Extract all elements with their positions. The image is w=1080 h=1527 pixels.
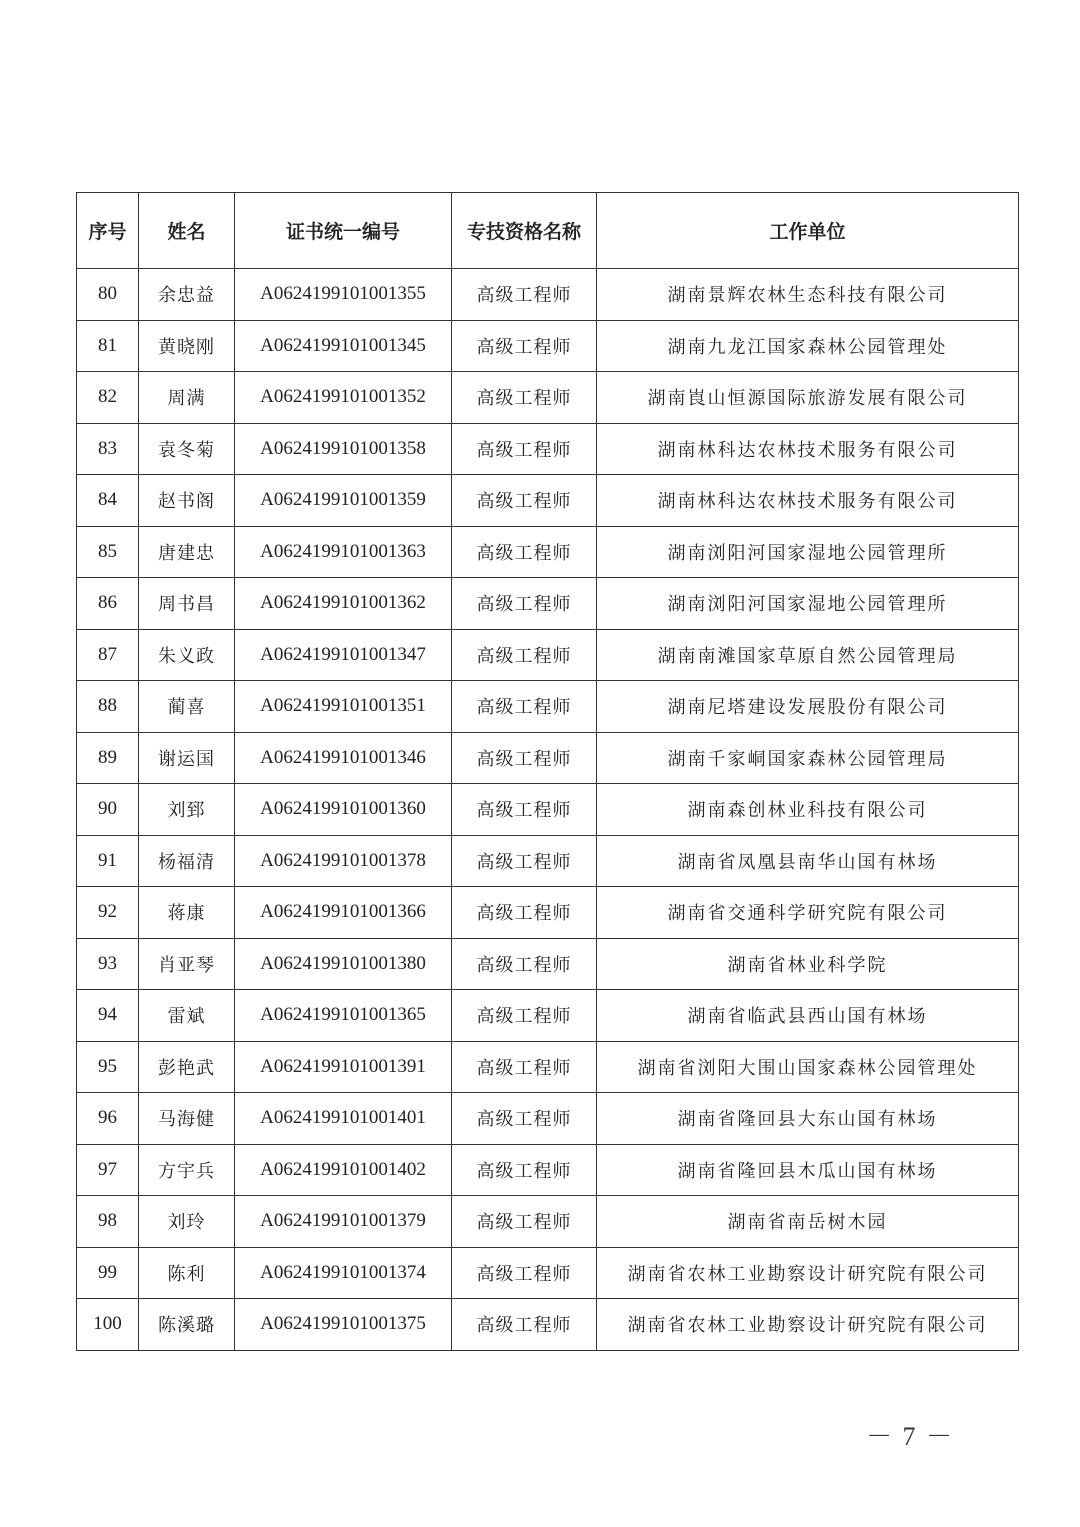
cell-qualification: 高级工程师 — [452, 938, 597, 990]
cell-serial: 91 — [77, 835, 139, 887]
cell-name: 杨福清 — [139, 835, 235, 887]
cell-qualification: 高级工程师 — [452, 681, 597, 733]
cell-certificate-number: A0624199101001375 — [235, 1299, 452, 1351]
cell-work-unit: 湖南省临武县西山国有林场 — [597, 990, 1019, 1042]
cell-serial: 82 — [77, 372, 139, 424]
table-row — [77, 1144, 1019, 1196]
cell-name: 周书昌 — [139, 578, 235, 630]
cell-name: 刘郅 — [139, 784, 235, 836]
cell-qualification: 高级工程师 — [452, 1299, 597, 1351]
cell-work-unit: 湖南省隆回县木瓜山国有林场 — [597, 1144, 1019, 1196]
cell-qualification: 高级工程师 — [452, 578, 597, 630]
table-row — [77, 269, 1019, 321]
cell-certificate-number: A0624199101001352 — [235, 372, 452, 424]
table-row — [77, 526, 1019, 578]
cell-qualification: 高级工程师 — [452, 526, 597, 578]
cell-name: 雷斌 — [139, 990, 235, 1042]
table-row — [77, 475, 1019, 527]
cell-work-unit: 湖南千家峒国家森林公园管理局 — [597, 732, 1019, 784]
cell-serial: 97 — [77, 1144, 139, 1196]
cell-name: 谢运国 — [139, 732, 235, 784]
cell-serial: 94 — [77, 990, 139, 1042]
cell-serial: 87 — [77, 629, 139, 681]
cell-serial: 85 — [77, 526, 139, 578]
cell-name: 方宇兵 — [139, 1144, 235, 1196]
cell-serial: 96 — [77, 1093, 139, 1145]
cell-serial: 90 — [77, 784, 139, 836]
cell-work-unit: 湖南省农林工业勘察设计研究院有限公司 — [597, 1299, 1019, 1351]
cell-certificate-number: A0624199101001401 — [235, 1093, 452, 1145]
cell-work-unit: 湖南省林业科学院 — [597, 938, 1019, 990]
cell-work-unit: 湖南崀山恒源国际旅游发展有限公司 — [597, 372, 1019, 424]
cell-certificate-number: A0624199101001365 — [235, 990, 452, 1042]
cell-qualification: 高级工程师 — [452, 784, 597, 836]
table-row — [77, 938, 1019, 990]
table-row — [77, 990, 1019, 1042]
cell-certificate-number: A0624199101001351 — [235, 681, 452, 733]
table-row — [77, 835, 1019, 887]
cell-name: 彭艳武 — [139, 1041, 235, 1093]
cell-serial: 86 — [77, 578, 139, 630]
cell-certificate-number: A0624199101001345 — [235, 320, 452, 372]
header-certificate-number: 证书统一编号 — [235, 193, 452, 269]
cell-name: 蒋康 — [139, 887, 235, 939]
cell-serial: 84 — [77, 475, 139, 527]
cell-name: 陈利 — [139, 1247, 235, 1299]
header-name: 姓名 — [139, 193, 235, 269]
cell-work-unit: 湖南省凤凰县南华山国有林场 — [597, 835, 1019, 887]
cell-serial: 88 — [77, 681, 139, 733]
cell-work-unit: 湖南南滩国家草原自然公园管理局 — [597, 629, 1019, 681]
table-row — [77, 1247, 1019, 1299]
cell-certificate-number: A0624199101001366 — [235, 887, 452, 939]
cell-qualification: 高级工程师 — [452, 1247, 597, 1299]
cell-qualification: 高级工程师 — [452, 732, 597, 784]
cell-work-unit: 湖南林科达农林技术服务有限公司 — [597, 475, 1019, 527]
cell-name: 黄晓刚 — [139, 320, 235, 372]
table-row — [77, 578, 1019, 630]
cell-work-unit: 湖南省农林工业勘察设计研究院有限公司 — [597, 1247, 1019, 1299]
cell-qualification: 高级工程师 — [452, 887, 597, 939]
cell-serial: 99 — [77, 1247, 139, 1299]
cell-name: 刘玲 — [139, 1196, 235, 1248]
cell-name: 蔺喜 — [139, 681, 235, 733]
table-row — [77, 629, 1019, 681]
cell-work-unit: 湖南省浏阳大围山国家森林公园管理处 — [597, 1041, 1019, 1093]
header-qualification: 专技资格名称 — [452, 193, 597, 269]
cell-work-unit: 湖南森创林业科技有限公司 — [597, 784, 1019, 836]
cell-certificate-number: A0624199101001363 — [235, 526, 452, 578]
cell-work-unit: 湖南浏阳河国家湿地公园管理所 — [597, 578, 1019, 630]
table-row — [77, 1299, 1019, 1351]
cell-certificate-number: A0624199101001362 — [235, 578, 452, 630]
cell-certificate-number: A0624199101001380 — [235, 938, 452, 990]
cell-qualification: 高级工程师 — [452, 629, 597, 681]
table-row — [77, 372, 1019, 424]
table-row — [77, 1196, 1019, 1248]
cell-work-unit: 湖南省隆回县大东山国有林场 — [597, 1093, 1019, 1145]
cell-qualification: 高级工程师 — [452, 1093, 597, 1145]
header-work-unit: 工作单位 — [597, 193, 1019, 269]
cell-name: 袁冬菊 — [139, 423, 235, 475]
cell-certificate-number: A0624199101001374 — [235, 1247, 452, 1299]
table-row — [77, 887, 1019, 939]
cell-qualification: 高级工程师 — [452, 990, 597, 1042]
cell-serial: 92 — [77, 887, 139, 939]
cell-serial: 93 — [77, 938, 139, 990]
cell-qualification: 高级工程师 — [452, 1144, 597, 1196]
table-row — [77, 423, 1019, 475]
cell-work-unit: 湖南省南岳树木园 — [597, 1196, 1019, 1248]
cell-serial: 98 — [77, 1196, 139, 1248]
cell-certificate-number: A0624199101001379 — [235, 1196, 452, 1248]
cell-serial: 95 — [77, 1041, 139, 1093]
cell-serial: 81 — [77, 320, 139, 372]
cell-certificate-number: A0624199101001355 — [235, 269, 452, 321]
cell-name: 周满 — [139, 372, 235, 424]
cell-name: 陈溪璐 — [139, 1299, 235, 1351]
cell-certificate-number: A0624199101001378 — [235, 835, 452, 887]
table-row — [77, 1093, 1019, 1145]
table-row — [77, 732, 1019, 784]
table-row — [77, 681, 1019, 733]
cell-work-unit: 湖南景辉农林生态科技有限公司 — [597, 269, 1019, 321]
cell-qualification: 高级工程师 — [452, 320, 597, 372]
cell-serial: 89 — [77, 732, 139, 784]
cell-qualification: 高级工程师 — [452, 1196, 597, 1248]
cell-work-unit: 湖南林科达农林技术服务有限公司 — [597, 423, 1019, 475]
header-serial: 序号 — [77, 193, 139, 269]
cell-serial: 100 — [77, 1299, 139, 1351]
cell-certificate-number: A0624199101001391 — [235, 1041, 452, 1093]
cell-certificate-number: A0624199101001359 — [235, 475, 452, 527]
cell-qualification: 高级工程师 — [452, 372, 597, 424]
table-row — [77, 784, 1019, 836]
certificate-table — [76, 192, 1019, 1351]
cell-certificate-number: A0624199101001346 — [235, 732, 452, 784]
cell-certificate-number: A0624199101001360 — [235, 784, 452, 836]
cell-certificate-number: A0624199101001358 — [235, 423, 452, 475]
cell-qualification: 高级工程师 — [452, 835, 597, 887]
table-body — [77, 269, 1019, 1351]
cell-work-unit: 湖南尼塔建设发展股份有限公司 — [597, 681, 1019, 733]
cell-qualification: 高级工程师 — [452, 1041, 597, 1093]
page-number: － 7 － — [865, 1422, 954, 1451]
cell-work-unit: 湖南浏阳河国家湿地公园管理所 — [597, 526, 1019, 578]
cell-name: 肖亚琴 — [139, 938, 235, 990]
cell-name: 马海健 — [139, 1093, 235, 1145]
cell-work-unit: 湖南省交通科学研究院有限公司 — [597, 887, 1019, 939]
cell-certificate-number: A0624199101001347 — [235, 629, 452, 681]
table-row — [77, 1041, 1019, 1093]
table-header-row — [77, 193, 1019, 269]
cell-qualification: 高级工程师 — [452, 269, 597, 321]
cell-name: 赵书阁 — [139, 475, 235, 527]
cell-name: 余忠益 — [139, 269, 235, 321]
cell-serial: 80 — [77, 269, 139, 321]
cell-work-unit: 湖南九龙江国家森林公园管理处 — [597, 320, 1019, 372]
table-row — [77, 320, 1019, 372]
cell-name: 唐建忠 — [139, 526, 235, 578]
cell-qualification: 高级工程师 — [452, 475, 597, 527]
cell-qualification: 高级工程师 — [452, 423, 597, 475]
cell-name: 朱义政 — [139, 629, 235, 681]
cell-certificate-number: A0624199101001402 — [235, 1144, 452, 1196]
cell-serial: 83 — [77, 423, 139, 475]
